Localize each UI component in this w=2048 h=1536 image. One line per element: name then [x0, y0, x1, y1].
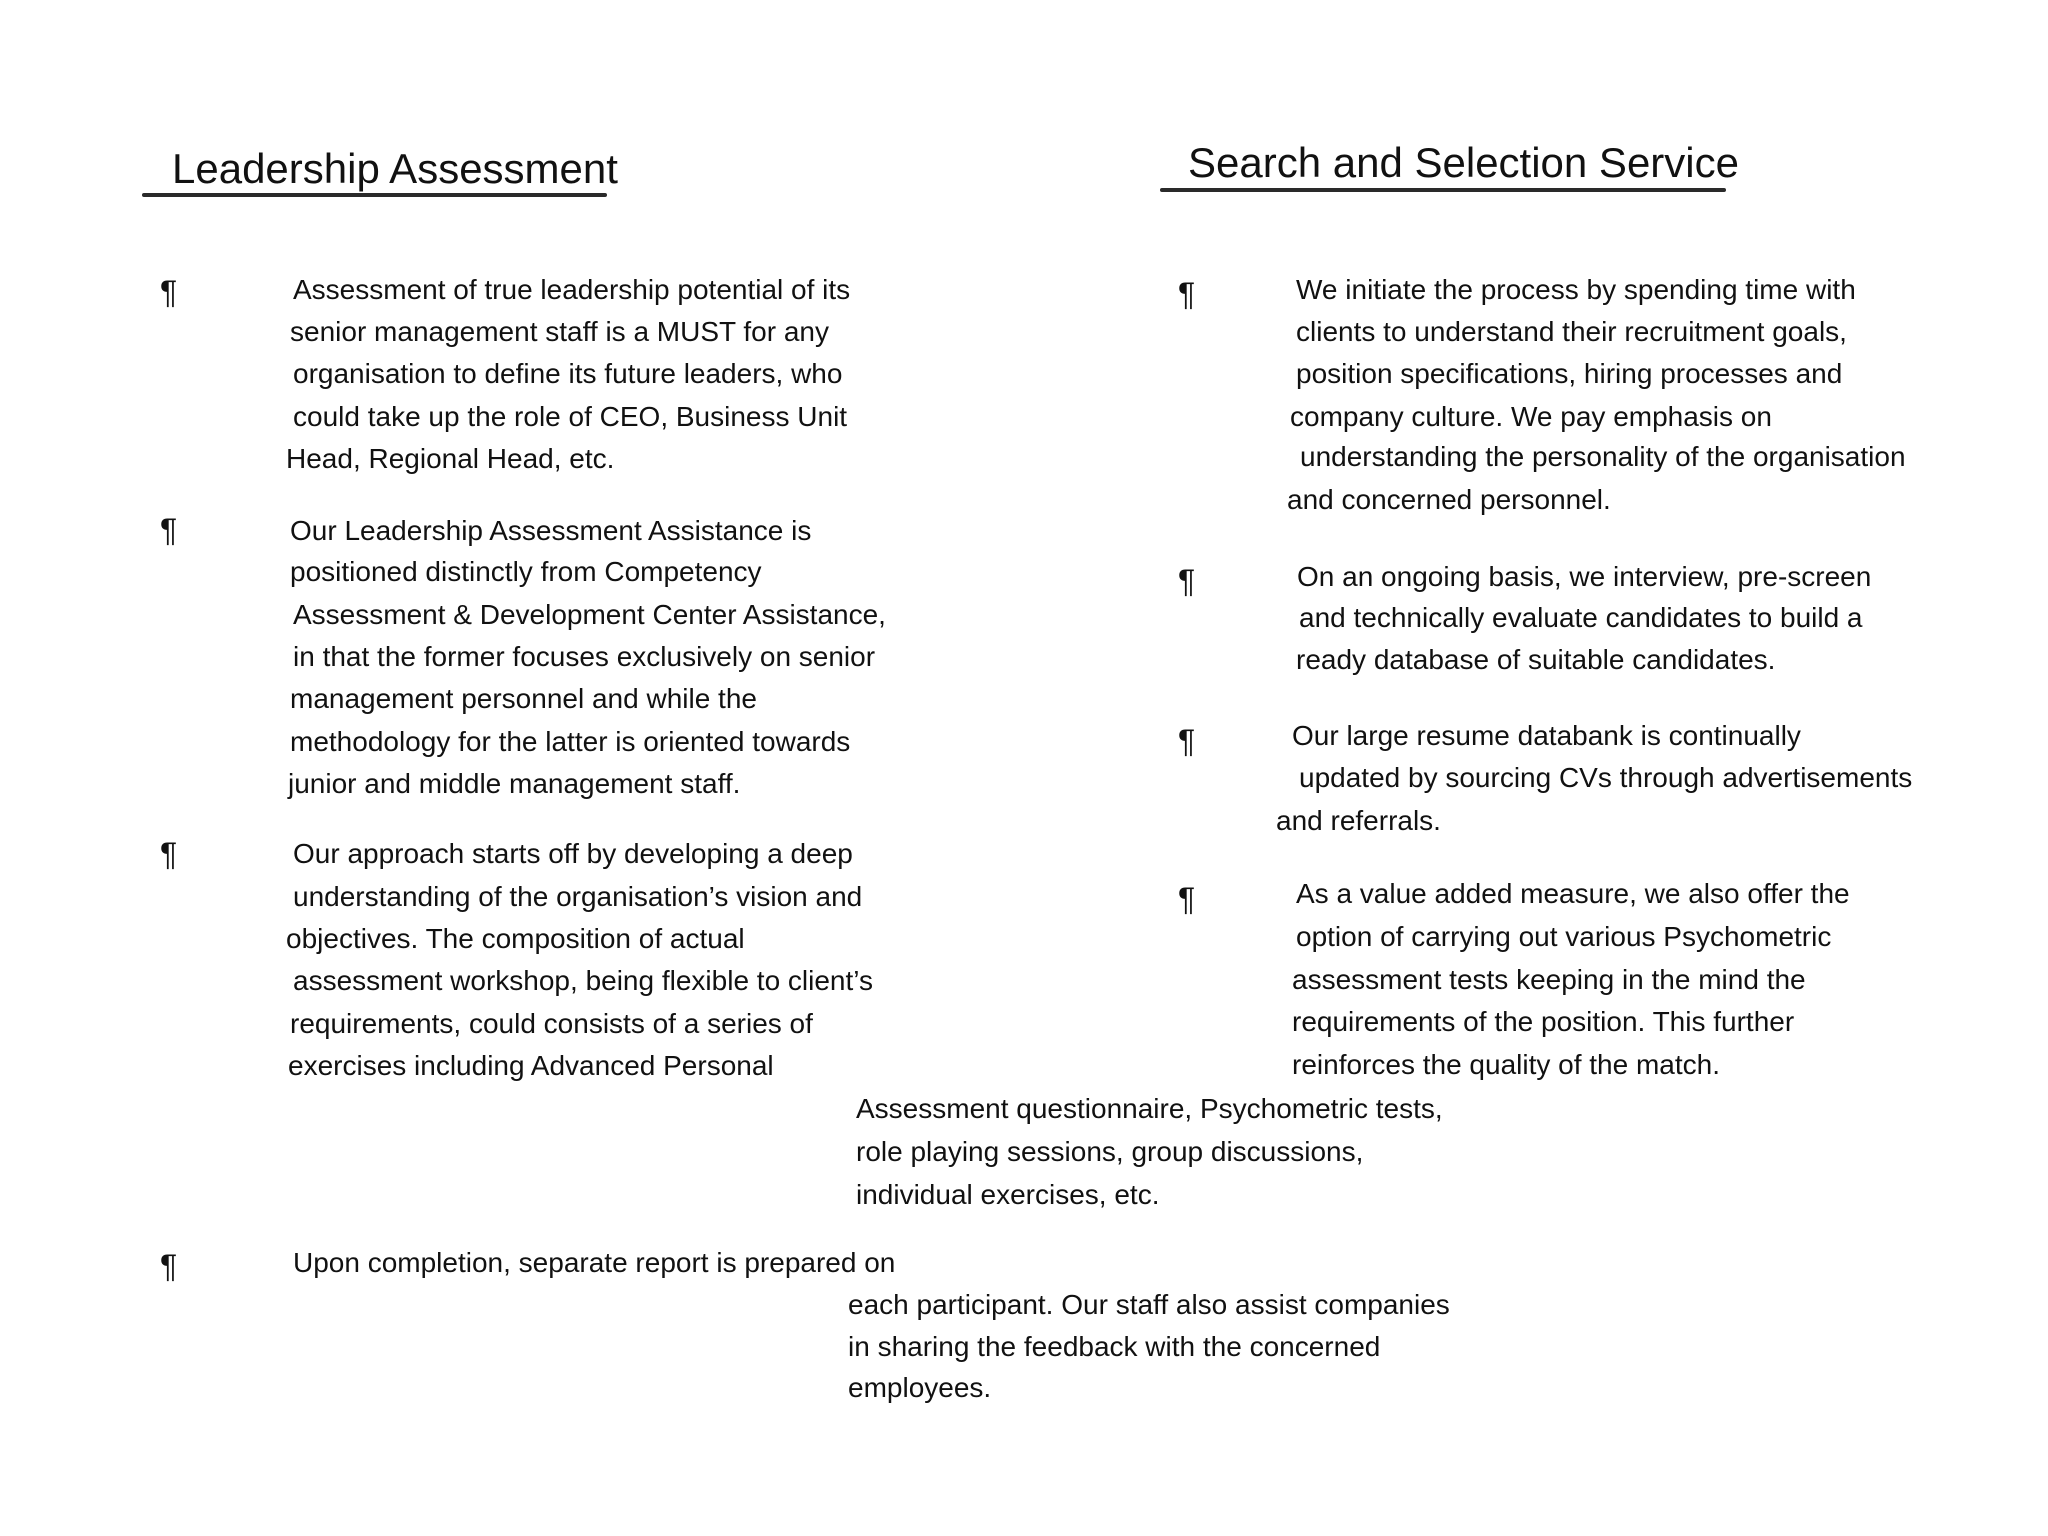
text-line: As a value added measure, we also offer the — [1296, 878, 1850, 909]
paragraph-marker: ¶ — [160, 274, 178, 310]
text-line: could take up the role of CEO, Business Unit — [293, 401, 848, 432]
text-line: senior management staff is a MUST for any — [290, 316, 829, 347]
leadership-assessment-underline — [142, 193, 607, 197]
text-line: Head, Regional Head, etc. — [286, 443, 615, 474]
paragraph-marker: ¶ — [1178, 881, 1196, 917]
text-line: Our approach starts off by developing a deep — [293, 838, 853, 869]
paragraph-marker: ¶ — [1178, 276, 1196, 312]
text-line: in sharing the feedback with the concerned — [848, 1331, 1381, 1362]
text-line: clients to understand their recruitment goals, — [1296, 316, 1847, 347]
text-line: updated by sourcing CVs through advertisements — [1299, 762, 1913, 793]
text-line: assessment tests keeping in the mind the — [1292, 964, 1806, 995]
text-line: organisation to define its future leaders, who — [293, 358, 843, 389]
text-line: Assessment & Development Center Assistance, — [293, 599, 886, 630]
text-line: ready database of suitable candidates. — [1296, 644, 1776, 675]
text-line: exercises including Advanced Personal — [288, 1050, 774, 1081]
text-line: and referrals. — [1276, 805, 1441, 836]
text-line: and technically evaluate candidates to build a — [1299, 602, 1863, 633]
text-line: understanding the personality of the organisation — [1300, 441, 1906, 472]
paragraph-marker: ¶ — [160, 512, 178, 548]
search-selection-underline — [1160, 188, 1726, 192]
text-line: employees. — [848, 1372, 992, 1403]
text-line: requirements of the position. This further — [1292, 1006, 1795, 1037]
text-line: option of carrying out various Psychometric — [1296, 921, 1832, 952]
paragraph-marker: ¶ — [1178, 723, 1196, 759]
text-line: management personnel and while the — [290, 683, 757, 714]
text-line: Our large resume databank is continually — [1292, 720, 1801, 751]
text-line: methodology for the latter is oriented towards — [290, 726, 851, 757]
search-selection-heading: Search and Selection Service — [1188, 139, 1739, 186]
text-line: We initiate the process by spending time with — [1296, 274, 1856, 305]
text-line: reinforces the quality of the match. — [1292, 1049, 1720, 1080]
paragraph-marker: ¶ — [1178, 563, 1196, 599]
text-line: company culture. We pay emphasis on — [1290, 401, 1772, 432]
text-line: Upon completion, separate report is prepared on — [293, 1247, 896, 1278]
text-line: objectives. The composition of actual — [286, 923, 745, 954]
text-line: in that the former focuses exclusively on senior — [293, 641, 876, 672]
text-line: individual exercises, etc. — [856, 1179, 1160, 1210]
paragraph-marker: ¶ — [160, 836, 178, 872]
paragraph-marker: ¶ — [160, 1248, 178, 1284]
text-line: positioned distinctly from Competency — [290, 556, 762, 587]
text-line: and concerned personnel. — [1287, 484, 1611, 515]
text-line: role playing sessions, group discussions, — [856, 1136, 1364, 1167]
text-line: position specifications, hiring processes and — [1296, 358, 1843, 389]
text-line: requirements, could consists of a series of — [290, 1008, 813, 1039]
text-line: assessment workshop, being flexible to client’s — [293, 965, 874, 996]
text-line: Our Leadership Assessment Assistance is — [290, 515, 812, 546]
text-line: Assessment of true leadership potential of its — [293, 274, 851, 305]
text-line: junior and middle management staff. — [288, 768, 741, 799]
text-line: On an ongoing basis, we interview, pre-screen — [1297, 561, 1872, 592]
leadership-assessment-heading: Leadership Assessment — [172, 145, 618, 192]
text-line: Assessment questionnaire, Psychometric tests, — [856, 1093, 1443, 1124]
text-line: understanding of the organisation’s vision and — [293, 881, 863, 912]
text-line: each participant. Our staff also assist companies — [848, 1289, 1450, 1320]
